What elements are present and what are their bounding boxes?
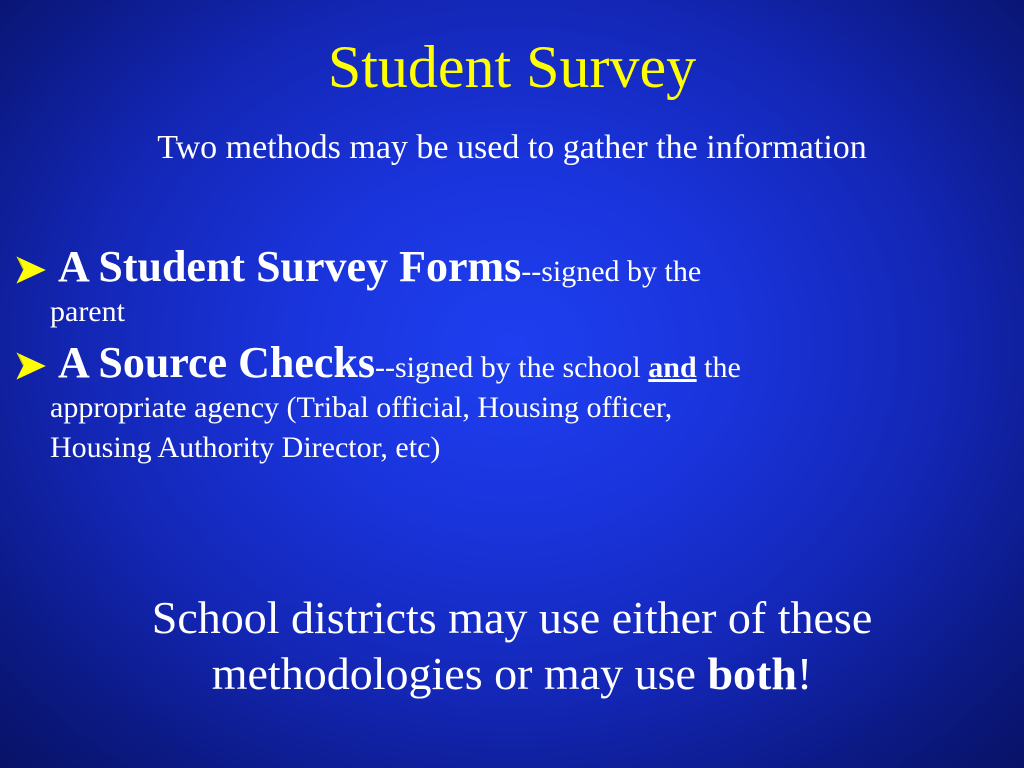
bullet-item-source-checks [14,340,1004,468]
bullet-heading: A Source Checks [58,338,375,387]
bullet-text: signed by the school [394,351,649,384]
bullet-list [14,244,1004,468]
bullet-heading: A Student Survey Forms [58,242,522,291]
conclusion-line-2-text: methodologies or may use [211,648,708,699]
bullet-text-continued-line1: appropriate agency (Tribal official, Housing officer, [50,391,673,424]
conclusion-text [60,590,964,702]
conclusion-emphasis-both: both [707,648,797,699]
conclusion-line-2 [60,646,964,702]
bullet-text: signed by the [541,255,702,288]
bullet-item-student-survey-forms [14,244,1004,332]
bullet-text-continued: parent [50,295,125,328]
slide-title: Student Survey [327,34,697,100]
bullet-dash: -- [374,351,395,384]
bullet-dash: -- [521,255,542,288]
arrow-bullet-icon [14,348,50,384]
arrow-bullet-icon [14,252,50,288]
slide-subtitle: Two methods may be used to gather the information [157,129,867,166]
conclusion-exclamation: ! [796,648,813,699]
bullet-text-tail: the [696,351,741,384]
emphasis-and: and [648,351,697,384]
conclusion-line-1: School districts may use either of these [151,592,873,643]
bullet-text-continued-line2: Housing Authority Director, etc) [50,431,441,464]
